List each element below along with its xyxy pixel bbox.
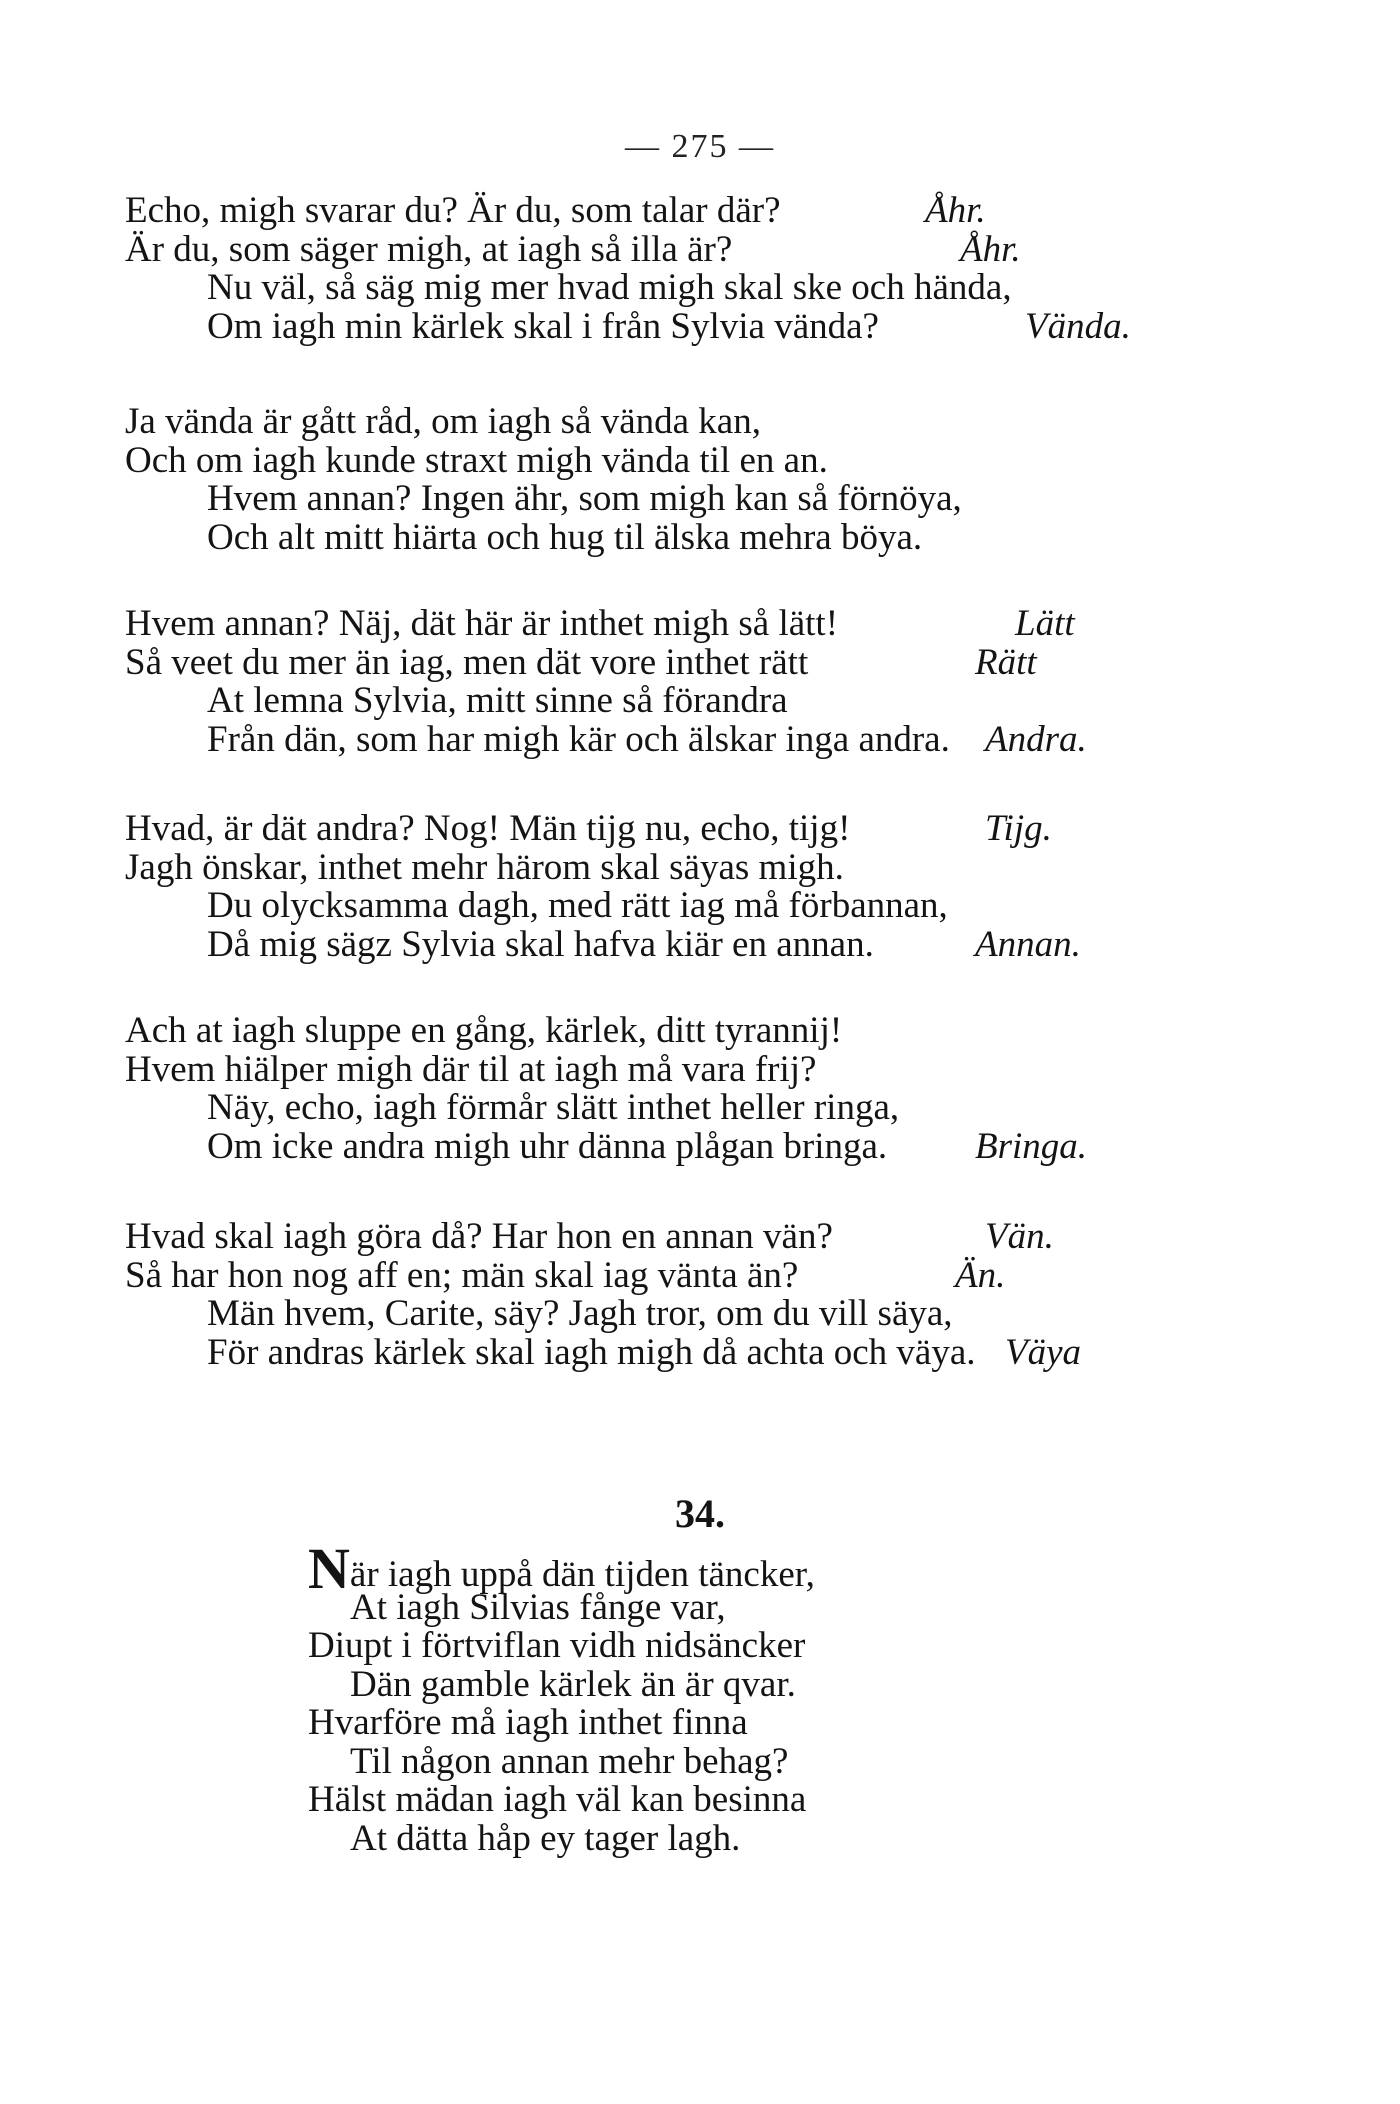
echo-reply: Åhr.: [960, 228, 1021, 270]
stanza: [125, 810, 1125, 965]
verse-line: Ja vända är gått råd, om iagh så vända kan,: [125, 401, 761, 442]
verse-line: Hvad, är dät andra? Nog! Män tijg nu, echo, tijg! Tijg.: [125, 808, 1052, 849]
verse-line: Dän gamble kärlek än är qvar.: [350, 1663, 796, 1705]
echo-reply: Tijg.: [985, 808, 1052, 849]
verse-line: At lemna Sylvia, mitt sinne så förandra: [207, 680, 788, 722]
verse-line: Til någon annan mehr behag?: [350, 1740, 789, 1782]
echo-reply: Väya: [1005, 1332, 1082, 1374]
verse-line: Hvad skal iagh göra då? Har hon en annan vän? Vän.: [125, 1216, 1054, 1257]
verse-line: Och om iagh kunde straxt migh vända til en an.: [125, 439, 828, 481]
stanza: [125, 403, 1125, 558]
verse-line: Hälst mädan iagh väl kan besinna: [308, 1779, 807, 1820]
verse-line: Är du, som säger migh, at iagh så illa är? Åhr.: [125, 228, 1021, 270]
verse-line: Echo, migh svarar du? Är du, som talar där? Åhr.: [125, 190, 986, 231]
echo-reply: Rätt: [975, 641, 1037, 683]
verse-line: Om iagh min kärlek skal i från Sylvia vända? Vända.: [207, 306, 1131, 348]
verse-line: Män hvem, Carite, säy? Jagh tror, om du vill säya,: [207, 1293, 953, 1335]
verse-line: Då mig sägz Sylvia skal hafva kiär en annan. Annan.: [207, 924, 1081, 966]
verse-line: Jagh önskar, inthet mehr härom skal säyas migh.: [125, 846, 844, 888]
verse-line: At dätta håp ey tager lagh.: [350, 1817, 741, 1859]
verse-line: At iagh Silvias fånge var,: [350, 1586, 726, 1628]
verse-line: När iagh uppå dän tijden täncker,: [308, 1536, 815, 1601]
poem-34: [308, 1536, 1008, 1859]
echo-reply: Lätt: [1015, 603, 1075, 644]
echo-reply: Åhr.: [925, 190, 986, 231]
verse-line: Hvem hiälper migh där til at iagh må vara frij?: [125, 1048, 817, 1090]
poem-number: 34.: [675, 1491, 725, 1536]
echo-reply: Vända.: [1025, 306, 1131, 348]
verse-line: Diupt i förtviflan vidh nidsäncker: [308, 1625, 806, 1666]
verse-line: Och alt mitt hiärta och hug til älska mehra böya.: [207, 517, 923, 559]
verse-line: Du olycksamma dagh, med rätt iag må förbannan,: [207, 885, 948, 927]
echo-reply: Bringa.: [975, 1126, 1088, 1168]
page-number: — 275 —: [625, 128, 775, 165]
echo-reply: Annan.: [975, 924, 1081, 966]
verse-line: Hvem annan? Näj, dät här är inthet migh så lätt! Lätt: [125, 603, 1075, 644]
verse-line: Om icke andra migh uhr dänna plågan bringa. Bringa.: [207, 1126, 1088, 1168]
verse-line: Näy, echo, iagh förmår slätt inthet heller ringa,: [207, 1087, 900, 1129]
verse-line: Från dän, som har migh kär och älskar inga andra. Andra.: [207, 719, 1087, 761]
verse-line: Hvarföre må iagh inthet finna: [308, 1702, 748, 1743]
echo-reply: Vän.: [985, 1216, 1054, 1257]
verse-line: Ach at iagh sluppe en gång, kärlek, ditt tyrannij!: [125, 1010, 843, 1051]
echo-reply: Än.: [955, 1254, 1006, 1296]
stanza: [125, 190, 1131, 348]
stanza: [125, 1218, 1125, 1373]
drop-initial: N: [308, 1536, 350, 1601]
stanza: [125, 605, 1125, 760]
stanza: [125, 1012, 1125, 1167]
echo-reply: Andra.: [985, 719, 1087, 761]
verse-line: Så har hon nog aff en; män skal iag vänta än? Än.: [125, 1254, 1006, 1296]
verse-line: Hvem annan? Ingen ähr, som migh kan så förnöya,: [207, 478, 962, 520]
verse-line: För andras kärlek skal iagh migh då achta och väya. Väya: [207, 1332, 1082, 1374]
verse-line: Så veet du mer än iag, men dät vore inthet rätt Rätt: [125, 641, 1037, 683]
verse-line: Nu väl, så säg mig mer hvad migh skal ske och hända,: [207, 267, 1012, 309]
